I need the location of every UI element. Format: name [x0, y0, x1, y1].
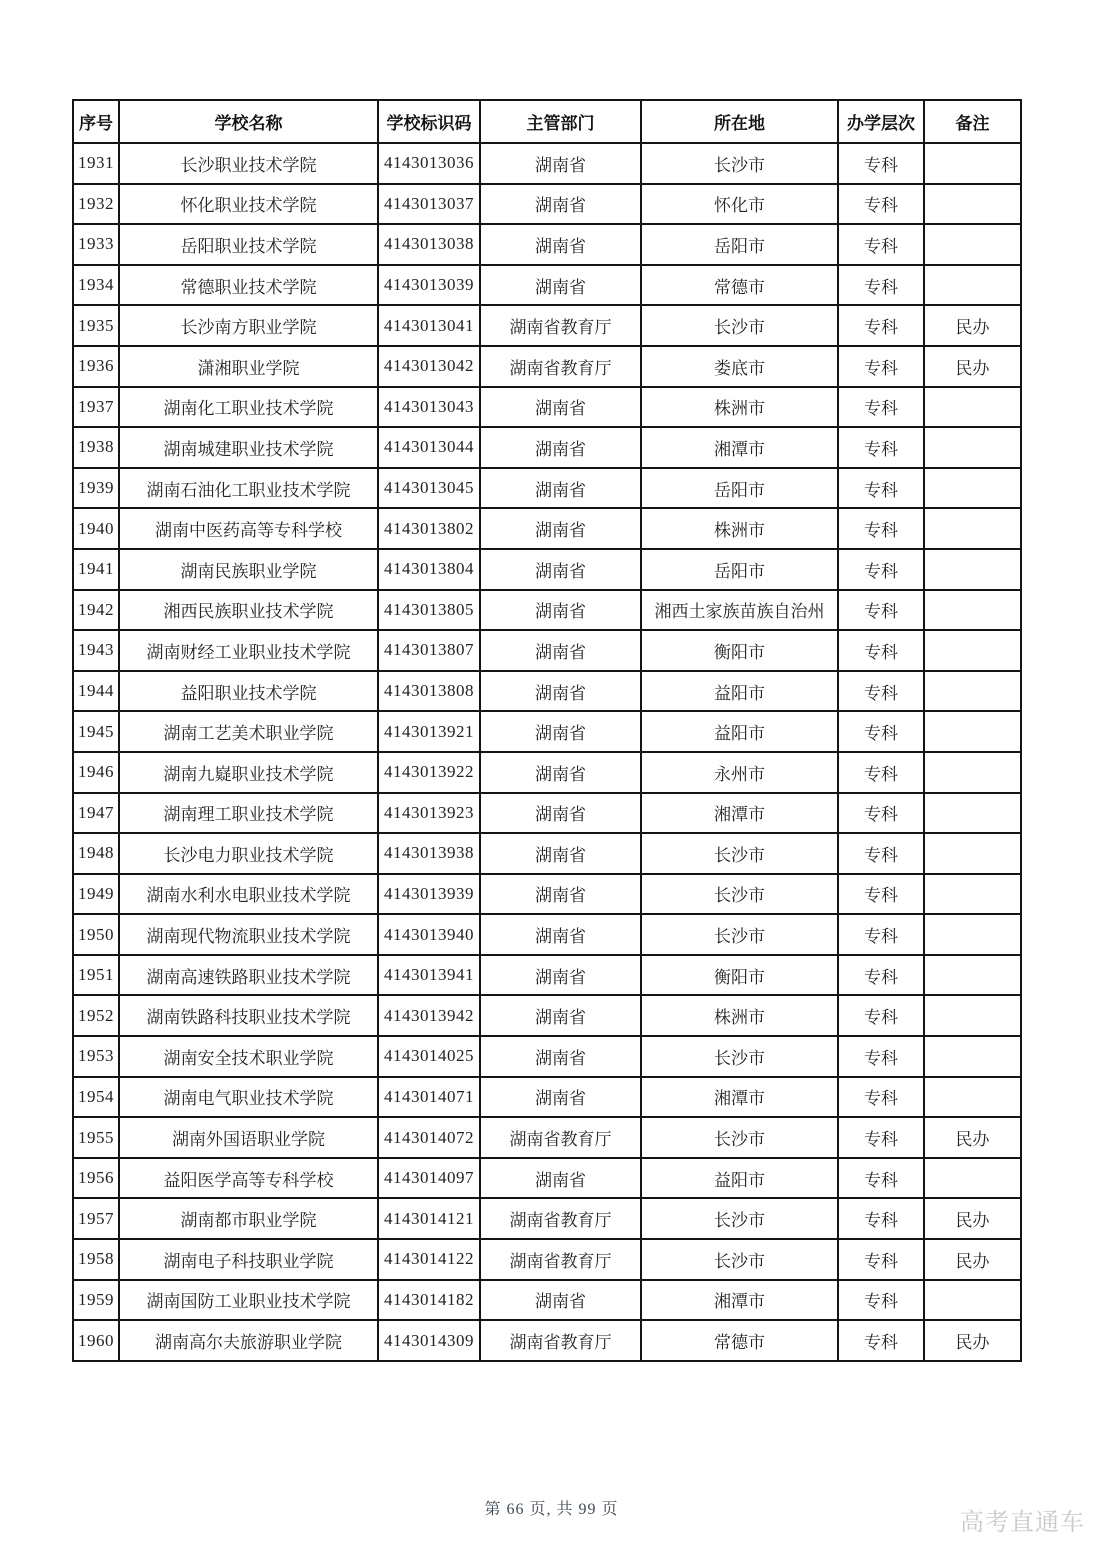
cell-remarks — [924, 630, 1021, 671]
header-location: 所在地 — [641, 100, 838, 143]
table-body — [73, 143, 1021, 1361]
table-row — [73, 265, 1021, 306]
table-row — [73, 1036, 1021, 1077]
cell-authority: 湖南省 — [480, 874, 641, 915]
cell-location: 怀化市 — [641, 184, 838, 225]
table-row — [73, 1280, 1021, 1321]
cell-school-code: 4143013807 — [378, 630, 480, 671]
cell-location: 长沙市 — [641, 1198, 838, 1239]
cell-serial-number: 1942 — [73, 590, 119, 631]
cell-remarks — [924, 1036, 1021, 1077]
table-row — [73, 1117, 1021, 1158]
cell-serial-number: 1956 — [73, 1158, 119, 1199]
cell-school-code: 4143013042 — [378, 346, 480, 387]
cell-authority: 湖南省 — [480, 143, 641, 184]
cell-location: 长沙市 — [641, 305, 838, 346]
cell-education-level: 专科 — [838, 874, 924, 915]
cell-location: 益阳市 — [641, 671, 838, 712]
cell-serial-number: 1943 — [73, 630, 119, 671]
cell-authority: 湖南省 — [480, 671, 641, 712]
cell-remarks — [924, 752, 1021, 793]
cell-education-level: 专科 — [838, 427, 924, 468]
header-education-level: 办学层次 — [838, 100, 924, 143]
cell-remarks — [924, 874, 1021, 915]
cell-serial-number: 1933 — [73, 224, 119, 265]
cell-school-code: 4143013939 — [378, 874, 480, 915]
cell-location: 衡阳市 — [641, 955, 838, 996]
table-row — [73, 1239, 1021, 1280]
cell-serial-number: 1959 — [73, 1280, 119, 1321]
cell-education-level: 专科 — [838, 914, 924, 955]
cell-serial-number: 1958 — [73, 1239, 119, 1280]
cell-serial-number: 1949 — [73, 874, 119, 915]
cell-school-code: 4143014121 — [378, 1198, 480, 1239]
cell-school-code: 4143013942 — [378, 995, 480, 1036]
table-row — [73, 914, 1021, 955]
cell-remarks — [924, 468, 1021, 509]
cell-remarks — [924, 387, 1021, 428]
cell-authority: 湖南省教育厅 — [480, 1117, 641, 1158]
cell-school-name: 湖南中医药高等专科学校 — [119, 508, 378, 549]
cell-school-code: 4143013805 — [378, 590, 480, 631]
cell-school-name: 湖南铁路科技职业技术学院 — [119, 995, 378, 1036]
cell-school-code: 4143013921 — [378, 711, 480, 752]
cell-authority: 湖南省 — [480, 752, 641, 793]
cell-authority: 湖南省 — [480, 833, 641, 874]
cell-education-level: 专科 — [838, 711, 924, 752]
cell-serial-number: 1939 — [73, 468, 119, 509]
school-list-table — [72, 99, 1022, 1362]
cell-remarks — [924, 995, 1021, 1036]
cell-remarks: 民办 — [924, 1239, 1021, 1280]
cell-location: 湘潭市 — [641, 1280, 838, 1321]
cell-authority: 湖南省 — [480, 1158, 641, 1199]
cell-education-level: 专科 — [838, 630, 924, 671]
cell-serial-number: 1954 — [73, 1077, 119, 1118]
cell-location: 湘潭市 — [641, 1077, 838, 1118]
cell-remarks: 民办 — [924, 1198, 1021, 1239]
cell-authority: 湖南省 — [480, 590, 641, 631]
table-row — [73, 874, 1021, 915]
cell-school-code: 4143014182 — [378, 1280, 480, 1321]
cell-school-name: 湖南高尔夫旅游职业学院 — [119, 1320, 378, 1361]
cell-remarks — [924, 671, 1021, 712]
cell-remarks — [924, 1077, 1021, 1118]
cell-school-code: 4143013940 — [378, 914, 480, 955]
cell-location: 长沙市 — [641, 143, 838, 184]
cell-remarks — [924, 1280, 1021, 1321]
cell-authority: 湖南省 — [480, 184, 641, 225]
cell-remarks: 民办 — [924, 1320, 1021, 1361]
cell-school-code: 4143014025 — [378, 1036, 480, 1077]
cell-serial-number: 1931 — [73, 143, 119, 184]
cell-education-level: 专科 — [838, 1077, 924, 1118]
cell-location: 衡阳市 — [641, 630, 838, 671]
cell-location: 湘西土家族苗族自治州 — [641, 590, 838, 631]
cell-authority: 湖南省教育厅 — [480, 1320, 641, 1361]
cell-school-name: 湖南城建职业技术学院 — [119, 427, 378, 468]
cell-location: 湘潭市 — [641, 793, 838, 834]
cell-school-code: 4143013045 — [378, 468, 480, 509]
cell-school-code: 4143013043 — [378, 387, 480, 428]
header-remarks: 备注 — [924, 100, 1021, 143]
cell-school-code: 4143013923 — [378, 793, 480, 834]
cell-school-name: 湖南国防工业职业技术学院 — [119, 1280, 378, 1321]
table-row — [73, 346, 1021, 387]
table-row — [73, 630, 1021, 671]
header-serial-number: 序号 — [73, 100, 119, 143]
cell-location: 湘潭市 — [641, 427, 838, 468]
cell-remarks — [924, 793, 1021, 834]
cell-education-level: 专科 — [838, 549, 924, 590]
cell-education-level: 专科 — [838, 508, 924, 549]
table-row — [73, 184, 1021, 225]
cell-school-code: 4143013041 — [378, 305, 480, 346]
cell-serial-number: 1935 — [73, 305, 119, 346]
cell-location: 长沙市 — [641, 1117, 838, 1158]
cell-authority: 湖南省 — [480, 265, 641, 306]
cell-remarks — [924, 508, 1021, 549]
cell-location: 长沙市 — [641, 1036, 838, 1077]
cell-remarks — [924, 184, 1021, 225]
cell-authority: 湖南省教育厅 — [480, 1198, 641, 1239]
cell-serial-number: 1936 — [73, 346, 119, 387]
cell-authority: 湖南省 — [480, 427, 641, 468]
cell-authority: 湖南省 — [480, 1280, 641, 1321]
cell-serial-number: 1940 — [73, 508, 119, 549]
cell-authority: 湖南省 — [480, 793, 641, 834]
cell-authority: 湖南省教育厅 — [480, 305, 641, 346]
cell-school-name: 湖南石油化工职业技术学院 — [119, 468, 378, 509]
cell-authority: 湖南省 — [480, 549, 641, 590]
cell-remarks: 民办 — [924, 346, 1021, 387]
cell-school-name: 湖南化工职业技术学院 — [119, 387, 378, 428]
table-row — [73, 305, 1021, 346]
cell-school-name: 潇湘职业学院 — [119, 346, 378, 387]
cell-school-name: 岳阳职业技术学院 — [119, 224, 378, 265]
cell-education-level: 专科 — [838, 833, 924, 874]
cell-school-code: 4143013802 — [378, 508, 480, 549]
cell-education-level: 专科 — [838, 224, 924, 265]
cell-school-name: 湘西民族职业技术学院 — [119, 590, 378, 631]
watermark-text: 高考直通车 — [960, 1509, 1085, 1536]
cell-school-name: 湖南水利水电职业技术学院 — [119, 874, 378, 915]
cell-education-level: 专科 — [838, 1117, 924, 1158]
cell-serial-number: 1951 — [73, 955, 119, 996]
cell-authority: 湖南省 — [480, 711, 641, 752]
cell-serial-number: 1950 — [73, 914, 119, 955]
cell-location: 长沙市 — [641, 1239, 838, 1280]
cell-school-name: 湖南理工职业技术学院 — [119, 793, 378, 834]
cell-authority: 湖南省 — [480, 224, 641, 265]
cell-school-name: 湖南工艺美术职业学院 — [119, 711, 378, 752]
cell-education-level: 专科 — [838, 1320, 924, 1361]
cell-education-level: 专科 — [838, 995, 924, 1036]
cell-remarks — [924, 955, 1021, 996]
cell-serial-number: 1937 — [73, 387, 119, 428]
cell-school-code: 4143014072 — [378, 1117, 480, 1158]
cell-serial-number: 1938 — [73, 427, 119, 468]
cell-location: 株洲市 — [641, 995, 838, 1036]
table-row — [73, 508, 1021, 549]
cell-education-level: 专科 — [838, 184, 924, 225]
cell-education-level: 专科 — [838, 1280, 924, 1321]
cell-school-name: 益阳医学高等专科学校 — [119, 1158, 378, 1199]
cell-education-level: 专科 — [838, 346, 924, 387]
cell-location: 长沙市 — [641, 874, 838, 915]
cell-authority: 湖南省教育厅 — [480, 346, 641, 387]
table-row — [73, 387, 1021, 428]
cell-authority: 湖南省 — [480, 508, 641, 549]
cell-education-level: 专科 — [838, 468, 924, 509]
cell-education-level: 专科 — [838, 1198, 924, 1239]
cell-school-name: 湖南电子科技职业学院 — [119, 1239, 378, 1280]
cell-location: 株洲市 — [641, 508, 838, 549]
cell-education-level: 专科 — [838, 265, 924, 306]
cell-remarks — [924, 833, 1021, 874]
table-row — [73, 427, 1021, 468]
cell-education-level: 专科 — [838, 1158, 924, 1199]
cell-location: 常德市 — [641, 1320, 838, 1361]
cell-school-name: 常德职业技术学院 — [119, 265, 378, 306]
cell-serial-number: 1952 — [73, 995, 119, 1036]
cell-location: 娄底市 — [641, 346, 838, 387]
cell-school-code: 4143013804 — [378, 549, 480, 590]
table-row — [73, 1077, 1021, 1118]
table-row — [73, 955, 1021, 996]
cell-serial-number: 1955 — [73, 1117, 119, 1158]
cell-school-name: 长沙职业技术学院 — [119, 143, 378, 184]
cell-serial-number: 1932 — [73, 184, 119, 225]
cell-school-name: 湖南电气职业技术学院 — [119, 1077, 378, 1118]
table-row — [73, 224, 1021, 265]
cell-school-name: 湖南现代物流职业技术学院 — [119, 914, 378, 955]
cell-education-level: 专科 — [838, 955, 924, 996]
cell-remarks: 民办 — [924, 1117, 1021, 1158]
cell-education-level: 专科 — [838, 752, 924, 793]
cell-school-name: 湖南财经工业职业技术学院 — [119, 630, 378, 671]
cell-remarks: 民办 — [924, 305, 1021, 346]
cell-school-name: 湖南安全技术职业学院 — [119, 1036, 378, 1077]
cell-school-name: 湖南外国语职业学院 — [119, 1117, 378, 1158]
cell-location: 常德市 — [641, 265, 838, 306]
cell-education-level: 专科 — [838, 1036, 924, 1077]
page-number-indicator: 第 66 页, 共 99 页 — [484, 1501, 619, 1518]
cell-serial-number: 1945 — [73, 711, 119, 752]
cell-serial-number: 1941 — [73, 549, 119, 590]
cell-school-code: 4143014309 — [378, 1320, 480, 1361]
cell-school-name: 湖南民族职业学院 — [119, 549, 378, 590]
cell-school-code: 4143013941 — [378, 955, 480, 996]
cell-authority: 湖南省 — [480, 914, 641, 955]
cell-school-code: 4143013037 — [378, 184, 480, 225]
cell-remarks — [924, 590, 1021, 631]
header-authority: 主管部门 — [480, 100, 641, 143]
cell-remarks — [924, 711, 1021, 752]
cell-serial-number: 1957 — [73, 1198, 119, 1239]
cell-school-code: 4143013938 — [378, 833, 480, 874]
cell-serial-number: 1960 — [73, 1320, 119, 1361]
cell-remarks — [924, 224, 1021, 265]
cell-location: 益阳市 — [641, 711, 838, 752]
cell-authority: 湖南省 — [480, 468, 641, 509]
cell-school-name: 湖南都市职业学院 — [119, 1198, 378, 1239]
table-row — [73, 1198, 1021, 1239]
cell-authority: 湖南省教育厅 — [480, 1239, 641, 1280]
cell-serial-number: 1944 — [73, 671, 119, 712]
cell-location: 益阳市 — [641, 1158, 838, 1199]
cell-remarks — [924, 265, 1021, 306]
table-row — [73, 549, 1021, 590]
table-row — [73, 833, 1021, 874]
table-row — [73, 995, 1021, 1036]
cell-school-code: 4143014122 — [378, 1239, 480, 1280]
cell-school-code: 4143013922 — [378, 752, 480, 793]
cell-location: 岳阳市 — [641, 468, 838, 509]
table-row — [73, 793, 1021, 834]
cell-school-code: 4143013808 — [378, 671, 480, 712]
cell-authority: 湖南省 — [480, 387, 641, 428]
cell-school-code: 4143013044 — [378, 427, 480, 468]
cell-serial-number: 1953 — [73, 1036, 119, 1077]
cell-education-level: 专科 — [838, 590, 924, 631]
cell-location: 长沙市 — [641, 914, 838, 955]
table-row — [73, 590, 1021, 631]
cell-remarks — [924, 549, 1021, 590]
table-row — [73, 752, 1021, 793]
table-header-row — [73, 100, 1021, 143]
cell-school-name: 湖南九嶷职业技术学院 — [119, 752, 378, 793]
cell-authority: 湖南省 — [480, 955, 641, 996]
cell-serial-number: 1947 — [73, 793, 119, 834]
table-row — [73, 711, 1021, 752]
table-row — [73, 671, 1021, 712]
cell-authority: 湖南省 — [480, 630, 641, 671]
table-row — [73, 1158, 1021, 1199]
cell-authority: 湖南省 — [480, 995, 641, 1036]
cell-school-name: 长沙电力职业技术学院 — [119, 833, 378, 874]
table-row — [73, 1320, 1021, 1361]
table-row — [73, 143, 1021, 184]
cell-school-code: 4143013038 — [378, 224, 480, 265]
cell-location: 长沙市 — [641, 833, 838, 874]
cell-education-level: 专科 — [838, 305, 924, 346]
cell-authority: 湖南省 — [480, 1036, 641, 1077]
cell-location: 永州市 — [641, 752, 838, 793]
cell-education-level: 专科 — [838, 671, 924, 712]
cell-education-level: 专科 — [838, 793, 924, 834]
header-school-name: 学校名称 — [119, 100, 378, 143]
cell-school-code: 4143013039 — [378, 265, 480, 306]
cell-remarks — [924, 427, 1021, 468]
cell-school-code: 4143013036 — [378, 143, 480, 184]
cell-location: 株洲市 — [641, 387, 838, 428]
header-school-code: 学校标识码 — [378, 100, 480, 143]
cell-serial-number: 1948 — [73, 833, 119, 874]
cell-location: 岳阳市 — [641, 224, 838, 265]
cell-education-level: 专科 — [838, 387, 924, 428]
cell-school-name: 长沙南方职业学院 — [119, 305, 378, 346]
cell-authority: 湖南省 — [480, 1077, 641, 1118]
cell-school-name: 湖南高速铁路职业技术学院 — [119, 955, 378, 996]
cell-serial-number: 1934 — [73, 265, 119, 306]
cell-school-name: 益阳职业技术学院 — [119, 671, 378, 712]
cell-school-name: 怀化职业技术学院 — [119, 184, 378, 225]
cell-remarks — [924, 1158, 1021, 1199]
cell-location: 岳阳市 — [641, 549, 838, 590]
cell-school-code: 4143014071 — [378, 1077, 480, 1118]
cell-remarks — [924, 914, 1021, 955]
cell-serial-number: 1946 — [73, 752, 119, 793]
cell-school-code: 4143014097 — [378, 1158, 480, 1199]
table-row — [73, 468, 1021, 509]
cell-education-level: 专科 — [838, 143, 924, 184]
cell-remarks — [924, 143, 1021, 184]
cell-education-level: 专科 — [838, 1239, 924, 1280]
